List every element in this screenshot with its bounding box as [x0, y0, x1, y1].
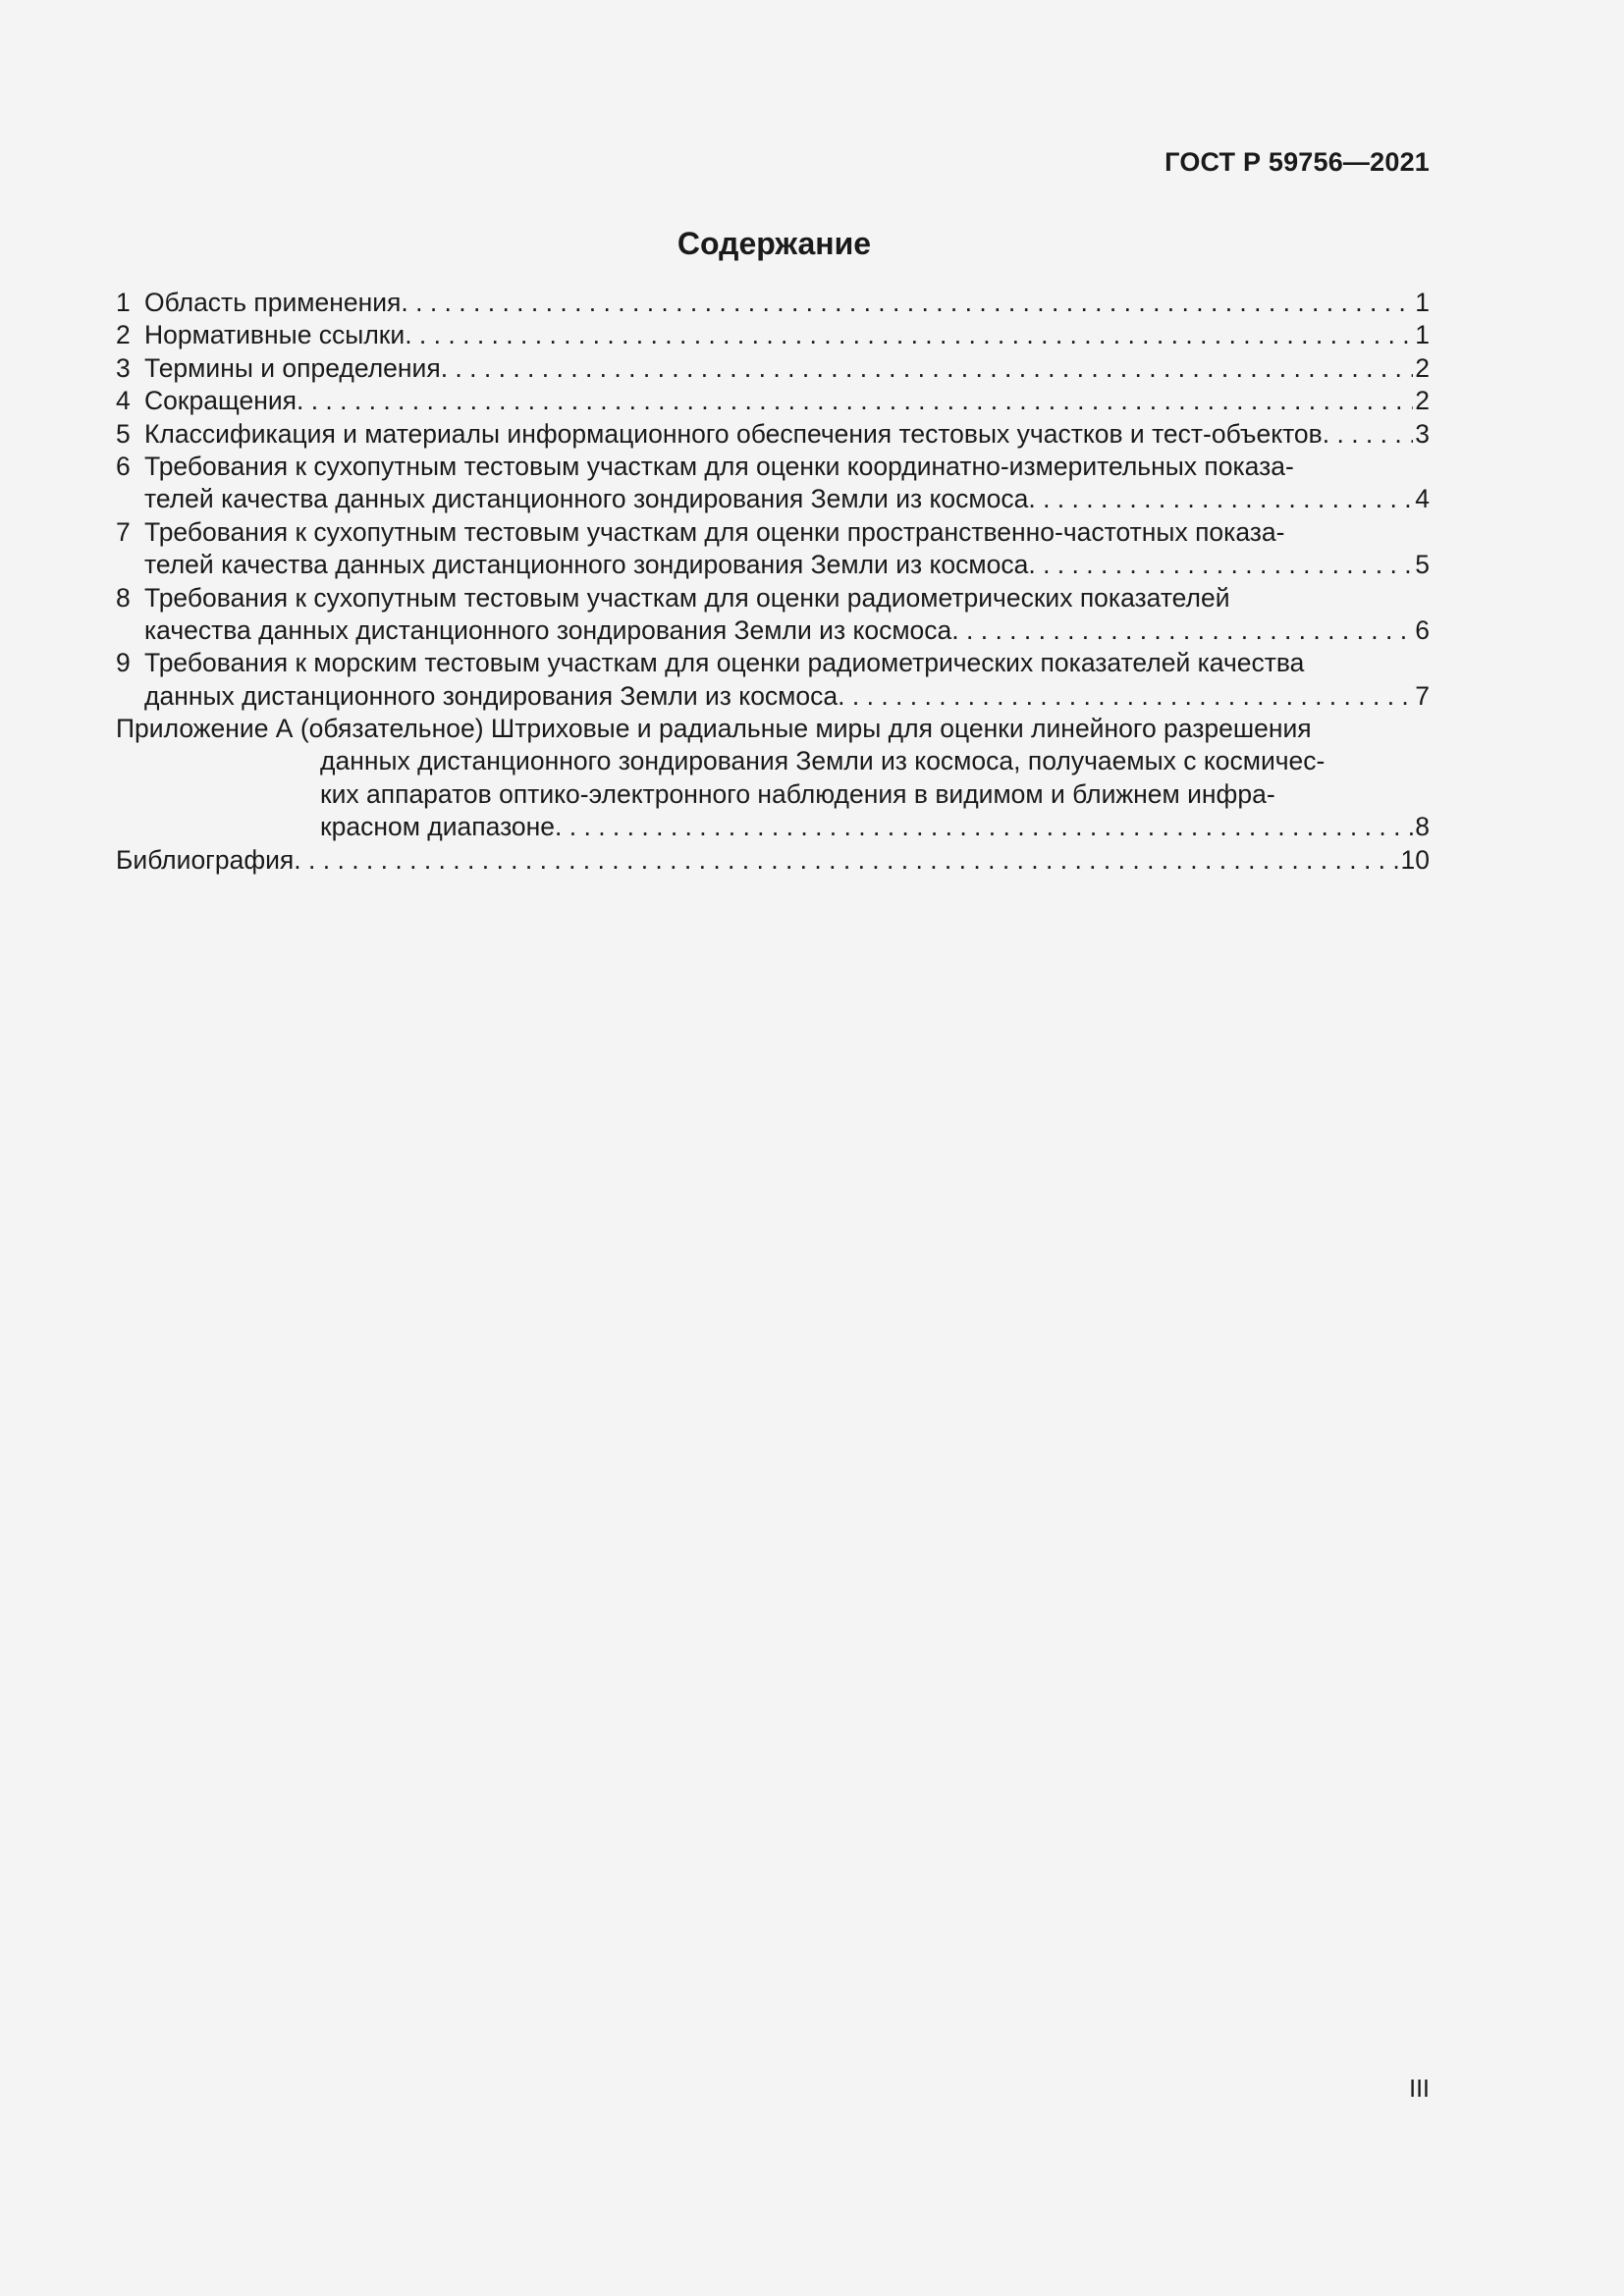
- toc-entry-page: 1: [1415, 288, 1430, 317]
- toc-entry-title: Термины и определения: [144, 352, 441, 383]
- toc-bibliography[interactable]: [116, 844, 1430, 877]
- table-of-contents: [116, 287, 1430, 877]
- toc-entry-page: 8: [1415, 812, 1430, 842]
- toc-entry-7-continuation[interactable]: [116, 549, 1430, 581]
- toc-entry-page: 2: [1415, 386, 1430, 416]
- dot-leader: [401, 287, 1413, 319]
- toc-entry-number: 6: [116, 451, 131, 481]
- toc-entry-title: Требования к сухопутным тестовым участкам для оценки радиометрических показателей: [144, 582, 1230, 613]
- toc-appendix-a-line-4[interactable]: [116, 811, 1430, 843]
- toc-entry-1[interactable]: [116, 287, 1430, 319]
- toc-entry-number: 4: [116, 386, 131, 416]
- dot-leader: [294, 844, 1398, 877]
- dot-leader: [297, 385, 1413, 417]
- toc-entry-page: 7: [1415, 680, 1430, 711]
- toc-entry-3[interactable]: [116, 352, 1430, 385]
- toc-appendix-a-line-3[interactable]: [116, 778, 1430, 811]
- toc-entry-page: 10: [1400, 844, 1430, 875]
- toc-entry-title: данных дистанционного зондирования Земли из космоса: [144, 680, 839, 711]
- toc-entry-page: 4: [1415, 484, 1430, 514]
- toc-entry-number: 8: [116, 582, 131, 613]
- dot-leader: [555, 811, 1413, 843]
- toc-entry-page: 1: [1415, 320, 1430, 350]
- toc-entry-2[interactable]: [116, 319, 1430, 351]
- toc-entry-number: 7: [116, 516, 131, 547]
- toc-title: Содержание: [677, 226, 872, 261]
- toc-entry-title: Нормативные ссылки: [144, 320, 406, 350]
- toc-appendix-title: данных дистанционного зондирования Земли из космоса, получаемых с космичес-: [320, 746, 1326, 776]
- toc-entry-7[interactable]: [116, 516, 1430, 549]
- toc-bibliography-title: Библиография: [116, 844, 295, 875]
- dot-leader: [405, 319, 1413, 351]
- toc-appendix-title: Приложение А (обязательное) Штриховые и радиальные миры для оценки линейного разрешения: [116, 714, 1312, 744]
- toc-entry-title: Область применения: [144, 288, 402, 317]
- toc-entry-number: 3: [116, 352, 131, 383]
- dot-leader: [838, 680, 1413, 713]
- toc-entry-page: 2: [1415, 352, 1430, 383]
- toc-entry-8-continuation[interactable]: [116, 614, 1430, 647]
- toc-entry-5[interactable]: [116, 418, 1430, 451]
- dot-leader: [1028, 549, 1413, 581]
- dot-leader: [1323, 418, 1414, 451]
- document-code: ГОСТ Р 59756—2021: [1164, 147, 1430, 177]
- toc-entry-title: качества данных дистанционного зондирования Земли из космоса: [144, 614, 952, 645]
- toc-appendix-a[interactable]: [116, 713, 1430, 745]
- toc-entry-page: 5: [1415, 550, 1430, 580]
- toc-entry-9[interactable]: [116, 647, 1430, 679]
- page-number: III: [1409, 2075, 1430, 2103]
- dot-leader: [1028, 483, 1413, 515]
- toc-entry-title: телей качества данных дистанционного зондирования Земли из космоса: [144, 550, 1029, 580]
- dot-leader: [951, 614, 1413, 647]
- toc-entry-title: телей качества данных дистанционного зондирования Земли из космоса: [144, 484, 1029, 514]
- toc-entry-number: 1: [116, 288, 131, 317]
- toc-entry-title: Классификация и материалы информационного обеспечения тестовых участков и тест-объектов: [144, 418, 1323, 449]
- toc-entry-title: Требования к морским тестовым участкам для оценки радиометрических показателей качества: [144, 648, 1305, 678]
- toc-entry-page: 3: [1415, 418, 1430, 449]
- toc-entry-4[interactable]: [116, 385, 1430, 417]
- toc-appendix-a-line-2[interactable]: [116, 745, 1430, 777]
- toc-appendix-title: красном диапазоне: [320, 812, 556, 842]
- toc-entry-6[interactable]: [116, 451, 1430, 483]
- toc-entry-title: Сокращения: [144, 386, 297, 416]
- toc-entry-page: 6: [1415, 614, 1430, 645]
- toc-entry-number: 9: [116, 648, 131, 678]
- toc-entry-8[interactable]: [116, 582, 1430, 614]
- dot-leader: [441, 352, 1414, 385]
- toc-entry-number: 2: [116, 320, 131, 350]
- toc-entry-number: 5: [116, 418, 131, 449]
- toc-entry-6-continuation[interactable]: [116, 483, 1430, 515]
- toc-appendix-title: ких аппаратов оптико-электронного наблюдения в видимом и ближнем инфра-: [320, 778, 1275, 809]
- toc-entry-title: Требования к сухопутным тестовым участкам для оценки координатно-измерительных показа-: [144, 451, 1294, 481]
- toc-entry-9-continuation[interactable]: [116, 680, 1430, 713]
- toc-entry-title: Требования к сухопутным тестовым участкам для оценки пространственно-частотных показа-: [144, 516, 1285, 547]
